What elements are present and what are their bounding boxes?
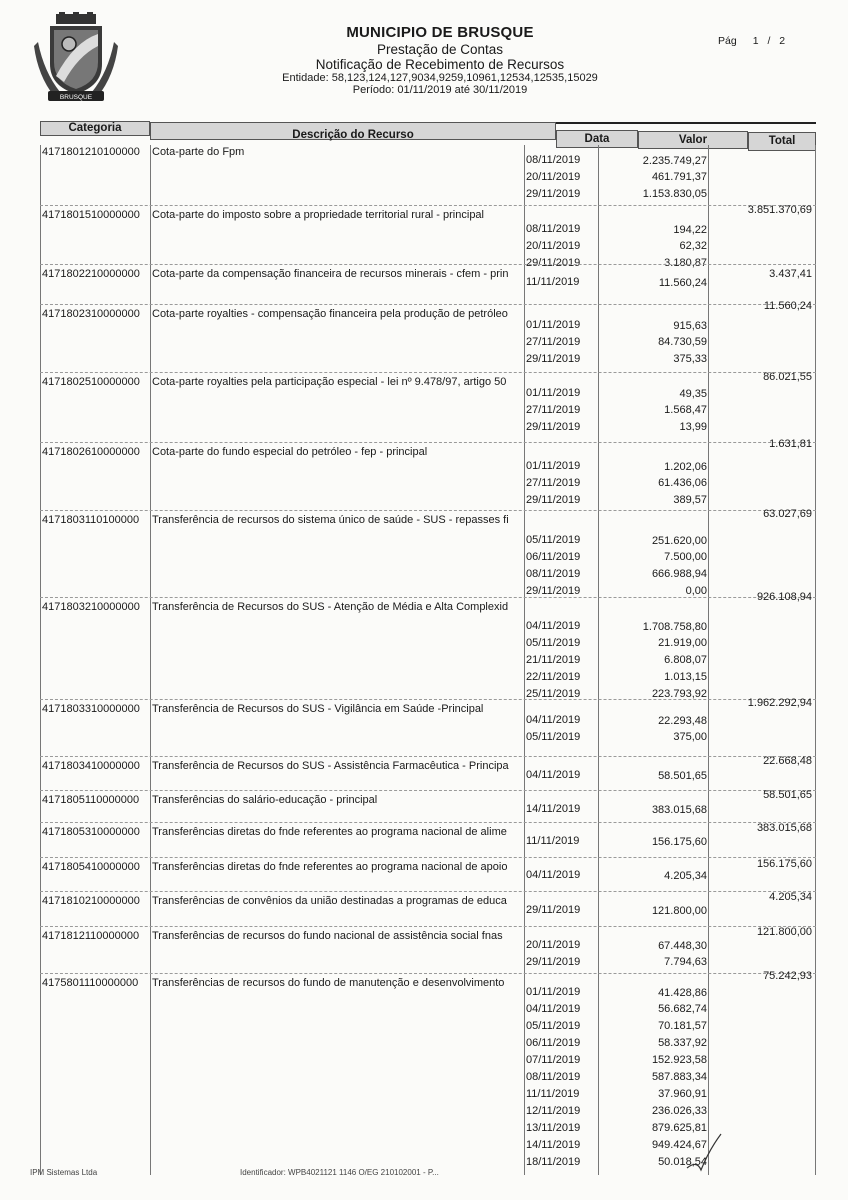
group-total: 75.242,93 [763, 970, 812, 982]
entry-date: 01/11/2019 [526, 986, 581, 998]
entry-value: 3.180,87 [664, 257, 707, 269]
category-code: 4171802310000000 [42, 308, 140, 320]
group-separator [40, 790, 816, 791]
entry-date: 05/11/2019 [526, 637, 581, 649]
category-code: 4171801210100000 [42, 146, 140, 158]
entry-value: 58.501,65 [658, 770, 707, 782]
entry-date: 20/11/2019 [526, 939, 581, 951]
category-code: 4171803410000000 [42, 760, 140, 772]
group-total: 3.437,41 [769, 268, 812, 280]
footer-identifier: Identificador: WPB4021121 1146 O/EG 210102001 - P... [240, 1168, 439, 1177]
group-separator [40, 442, 816, 443]
entry-row [40, 714, 816, 731]
entry-date: 11/11/2019 [526, 835, 580, 847]
entry-date: 05/11/2019 [526, 731, 581, 743]
category-code: 4171810210000000 [42, 895, 140, 907]
entry-value: 49,35 [679, 388, 707, 400]
entry-date: 11/11/2019 [526, 276, 580, 288]
entry-date: 29/11/2019 [526, 585, 581, 597]
entity-list: Entidade: 58,123,124,127,9034,9259,10961,12534,12535,15029 [282, 72, 598, 84]
entry-row [40, 654, 816, 671]
entry-row [40, 769, 816, 786]
municipal-crest-icon [34, 12, 118, 102]
group-separator [40, 597, 816, 598]
entry-row [40, 620, 816, 637]
page-total: 2 [779, 35, 786, 47]
category-code: 4171802510000000 [42, 376, 140, 388]
entry-value: 62,32 [679, 240, 707, 252]
report-subtitle: Prestação de Contas [376, 42, 504, 57]
entry-value: 915,63 [673, 320, 707, 332]
category-code: 4171802210000000 [42, 268, 140, 280]
entry-value: 389,57 [673, 494, 707, 506]
resource-description: Transferência de Recursos do SUS - Vigilância em Saúde -Principal [152, 703, 484, 715]
entry-date: 04/11/2019 [526, 714, 581, 726]
entry-date: 20/11/2019 [526, 171, 581, 183]
entry-value: 70.181,57 [658, 1020, 707, 1032]
category-code: 4171803310000000 [42, 703, 140, 715]
entry-row [40, 1037, 816, 1054]
entry-row [40, 803, 816, 820]
entry-row [40, 240, 816, 257]
entry-value: 4.205,34 [664, 870, 707, 882]
entry-row [40, 188, 816, 205]
group-separator [40, 973, 816, 974]
entry-row [40, 1020, 816, 1037]
entry-date: 06/11/2019 [526, 1037, 581, 1049]
entry-row [40, 835, 816, 852]
column-total: Total [748, 132, 816, 151]
entry-date: 08/11/2019 [526, 154, 581, 166]
group-total: 383.015,68 [756, 822, 812, 834]
entry-value: 1.708.758,80 [642, 621, 707, 633]
group-separator [40, 510, 816, 511]
entry-date: 27/11/2019 [526, 336, 581, 348]
entry-row [40, 551, 816, 568]
entry-date: 29/11/2019 [526, 494, 581, 506]
group-separator [40, 926, 816, 927]
resource-description: Cota-parte royalties - compensação financeira pela produção de petróleo [152, 308, 508, 320]
entry-row [40, 585, 816, 602]
column-category: Categoria [40, 121, 150, 136]
entry-value: 37.960,91 [658, 1088, 707, 1100]
entry-value: 67.448,30 [658, 940, 707, 952]
entry-row [40, 387, 816, 404]
group-separator [40, 756, 816, 757]
entry-date: 29/11/2019 [526, 188, 581, 200]
entry-value: 236.026,33 [651, 1105, 707, 1117]
category-code: 4171803210000000 [42, 601, 140, 613]
municipality-title: MUNICIPIO DE BRUSQUE [346, 24, 534, 41]
entry-date: 04/11/2019 [526, 1003, 581, 1015]
resource-description: Transferência de Recursos do SUS - Assistência Farmacêutica - Principa [152, 760, 509, 772]
category-code: 4171805410000000 [42, 861, 140, 873]
entry-value: 223.793,92 [651, 688, 707, 700]
group-total: 926.108,94 [756, 591, 812, 603]
entry-row [40, 494, 816, 511]
group-total: 22.668,48 [763, 755, 812, 767]
entry-date: 08/11/2019 [526, 1071, 581, 1083]
category-code: 4171802610000000 [42, 446, 140, 458]
entry-date: 29/11/2019 [526, 904, 581, 916]
entry-row [40, 319, 816, 336]
resource-description: Cota-parte da compensação financeira de recursos minerais - cfem - prin [152, 268, 509, 280]
group-separator [40, 264, 816, 265]
group-separator [40, 891, 816, 892]
entry-date: 29/11/2019 [526, 956, 581, 968]
entry-row [40, 568, 816, 585]
table-body [40, 145, 816, 1175]
entry-value: 121.800,00 [651, 905, 707, 917]
entry-value: 7.500,00 [664, 551, 707, 563]
entry-row [40, 171, 816, 188]
group-total: 58.501,65 [763, 789, 812, 801]
entry-value: 1.568,47 [664, 404, 707, 416]
entry-row [40, 637, 816, 654]
entry-date: 12/11/2019 [526, 1105, 581, 1117]
entry-date: 04/11/2019 [526, 769, 581, 781]
entry-row [40, 460, 816, 477]
group-separator [40, 822, 816, 823]
report-notice: Notificação de Recebimento de Recursos [315, 57, 565, 72]
category-code: 4171812110000000 [42, 930, 140, 942]
entry-value: 666.988,94 [651, 568, 707, 580]
group-total: 63.027,69 [763, 508, 812, 520]
resource-description: Cota-parte do Fpm [152, 146, 245, 158]
entry-value: 587.883,34 [651, 1071, 707, 1083]
entry-date: 27/11/2019 [526, 404, 581, 416]
entry-value: 251.620,00 [651, 535, 707, 547]
entry-date: 29/11/2019 [526, 257, 581, 269]
entry-date: 21/11/2019 [526, 654, 581, 666]
page-current: 1 [752, 35, 759, 47]
entry-row [40, 939, 816, 956]
page-label: Pág [718, 35, 737, 47]
entry-row [40, 956, 816, 973]
resource-description: Transferência de recursos do sistema único de saúde - SUS - repasses fi [152, 514, 509, 526]
resource-description: Transferências do salário-educação - principal [152, 794, 378, 806]
entry-value: 41.428,86 [658, 987, 707, 999]
entry-date: 06/11/2019 [526, 551, 581, 563]
entry-date: 29/11/2019 [526, 421, 581, 433]
resource-description: Transferência de Recursos do SUS - Atenção de Média e Alta Complexid [152, 601, 509, 613]
group-total: 156.175,60 [756, 858, 812, 870]
entry-value: 13,99 [679, 421, 707, 433]
entry-value: 156.175,60 [651, 836, 707, 848]
resource-description: Transferências de recursos do fundo de manutenção e desenvolvimento [152, 977, 505, 989]
group-separator [40, 857, 816, 858]
group-total: 11.560,24 [763, 300, 812, 312]
group-separator [40, 304, 816, 305]
group-total: 4.205,34 [769, 891, 812, 903]
entry-row [40, 1088, 816, 1105]
group-total: 3.851.370,69 [747, 204, 812, 216]
entry-row [40, 154, 816, 171]
page-number [718, 35, 785, 47]
category-code: 4175801110000000 [42, 977, 139, 989]
entry-row [40, 404, 816, 421]
entry-value: 375,33 [673, 353, 707, 365]
entry-value: 58.337,92 [658, 1037, 707, 1049]
entry-value: 21.919,00 [658, 637, 707, 649]
group-total: 121.800,00 [756, 926, 812, 938]
entry-date: 25/11/2019 [526, 688, 581, 700]
resource-description: Transferências diretas do fnde referentes ao programa nacional de apoio [152, 861, 508, 873]
entry-value: 61.436,06 [658, 477, 707, 489]
entry-row [40, 336, 816, 353]
category-code: 4171803110100000 [42, 514, 140, 526]
period-range: Período: 01/11/2019 até 30/11/2019 [352, 84, 528, 96]
entry-date: 08/11/2019 [526, 223, 581, 235]
resource-description: Cota-parte royalties pela participação especial - lei nº 9.478/97, artigo 50 [152, 376, 507, 388]
resource-description: Cota-parte do imposto sobre a propriedade territorial rural - principal [152, 209, 484, 221]
column-date: Data [556, 130, 638, 148]
entry-value: 194,22 [673, 224, 707, 236]
crest-label: BRUSQUE [59, 94, 93, 101]
entry-value: 11.560,24 [658, 277, 707, 289]
group-total: 1.631,81 [769, 438, 812, 450]
group-total: 1.962.292,94 [747, 697, 812, 709]
entry-date: 27/11/2019 [526, 477, 581, 489]
entry-value: 152.923,58 [651, 1054, 707, 1066]
entry-value: 1.153.830,05 [642, 188, 707, 200]
entry-row [40, 731, 816, 748]
entry-date: 04/11/2019 [526, 620, 581, 632]
entry-row [40, 1003, 816, 1020]
entry-date: 04/11/2019 [526, 869, 581, 881]
entry-date: 18/11/2019 [526, 1156, 581, 1168]
entry-row [40, 869, 816, 886]
entry-row [40, 671, 816, 688]
group-total: 86.021,55 [763, 371, 812, 383]
entry-value: 6.808,07 [664, 654, 707, 666]
entry-value: 383.015,68 [651, 804, 707, 816]
resource-description: Transferências diretas do fnde referentes ao programa nacional de alime [152, 826, 507, 838]
entry-row [40, 1105, 816, 1122]
entry-value: 1.013,15 [664, 671, 707, 683]
column-value: Valor [638, 131, 748, 149]
entry-date: 01/11/2019 [526, 387, 581, 399]
entry-date: 01/11/2019 [526, 319, 581, 331]
resource-description: Transferências de convênios da união destinadas a programas de educa [152, 895, 507, 907]
entry-date: 14/11/2019 [526, 803, 581, 815]
entry-date: 08/11/2019 [526, 568, 581, 580]
entry-value: 0,00 [685, 585, 707, 597]
entry-row [40, 477, 816, 494]
report-header [210, 24, 670, 96]
entry-value: 22.293,48 [658, 715, 707, 727]
entry-date: 14/11/2019 [526, 1139, 581, 1151]
handwritten-check-mark [683, 1130, 723, 1175]
category-code: 4171805310000000 [42, 826, 140, 838]
entry-value: 7.794,63 [664, 956, 707, 968]
category-code: 4171801510000000 [42, 209, 140, 221]
entry-date: 22/11/2019 [526, 671, 581, 683]
group-separator [40, 205, 816, 206]
entry-row [40, 276, 816, 293]
entry-value: 84.730,59 [658, 336, 707, 348]
entry-value: 461.791,37 [651, 171, 707, 183]
entry-row [40, 1071, 816, 1088]
entry-row [40, 223, 816, 240]
entry-date: 05/11/2019 [526, 1020, 581, 1032]
entry-row [40, 1054, 816, 1071]
entry-row [40, 421, 816, 438]
footer-vendor: IPM Sistemas Ltda [30, 1168, 98, 1177]
resource-description: Transferências de recursos do fundo nacional de assistência social fnas [152, 930, 503, 942]
entry-value: 879.625,81 [651, 1122, 707, 1134]
entry-date: 29/11/2019 [526, 353, 581, 365]
entry-row [40, 986, 816, 1003]
group-separator [40, 699, 816, 700]
entry-row [40, 534, 816, 551]
column-description: Descrição do Recurso [150, 122, 556, 140]
category-code: 4171805110000000 [42, 794, 140, 806]
entry-value: 56.682,74 [658, 1003, 707, 1015]
entry-row [40, 353, 816, 370]
entry-value: 949.424,67 [651, 1139, 707, 1151]
entry-date: 11/11/2019 [526, 1088, 580, 1100]
entry-date: 05/11/2019 [526, 534, 581, 546]
entry-date: 01/11/2019 [526, 460, 581, 472]
entry-value: 1.202,06 [664, 461, 707, 473]
entry-row [40, 904, 816, 921]
entry-value: 2.235.749,27 [642, 155, 707, 167]
entry-date: 20/11/2019 [526, 240, 581, 252]
entry-value: 50.018,54 [658, 1156, 707, 1168]
entry-date: 13/11/2019 [526, 1122, 581, 1134]
resource-description: Cota-parte do fundo especial do petróleo - fep - principal [152, 446, 428, 458]
group-separator [40, 372, 816, 373]
page-separator: / [767, 35, 771, 47]
entry-date: 07/11/2019 [526, 1054, 581, 1066]
entry-value: 375,00 [673, 731, 707, 743]
